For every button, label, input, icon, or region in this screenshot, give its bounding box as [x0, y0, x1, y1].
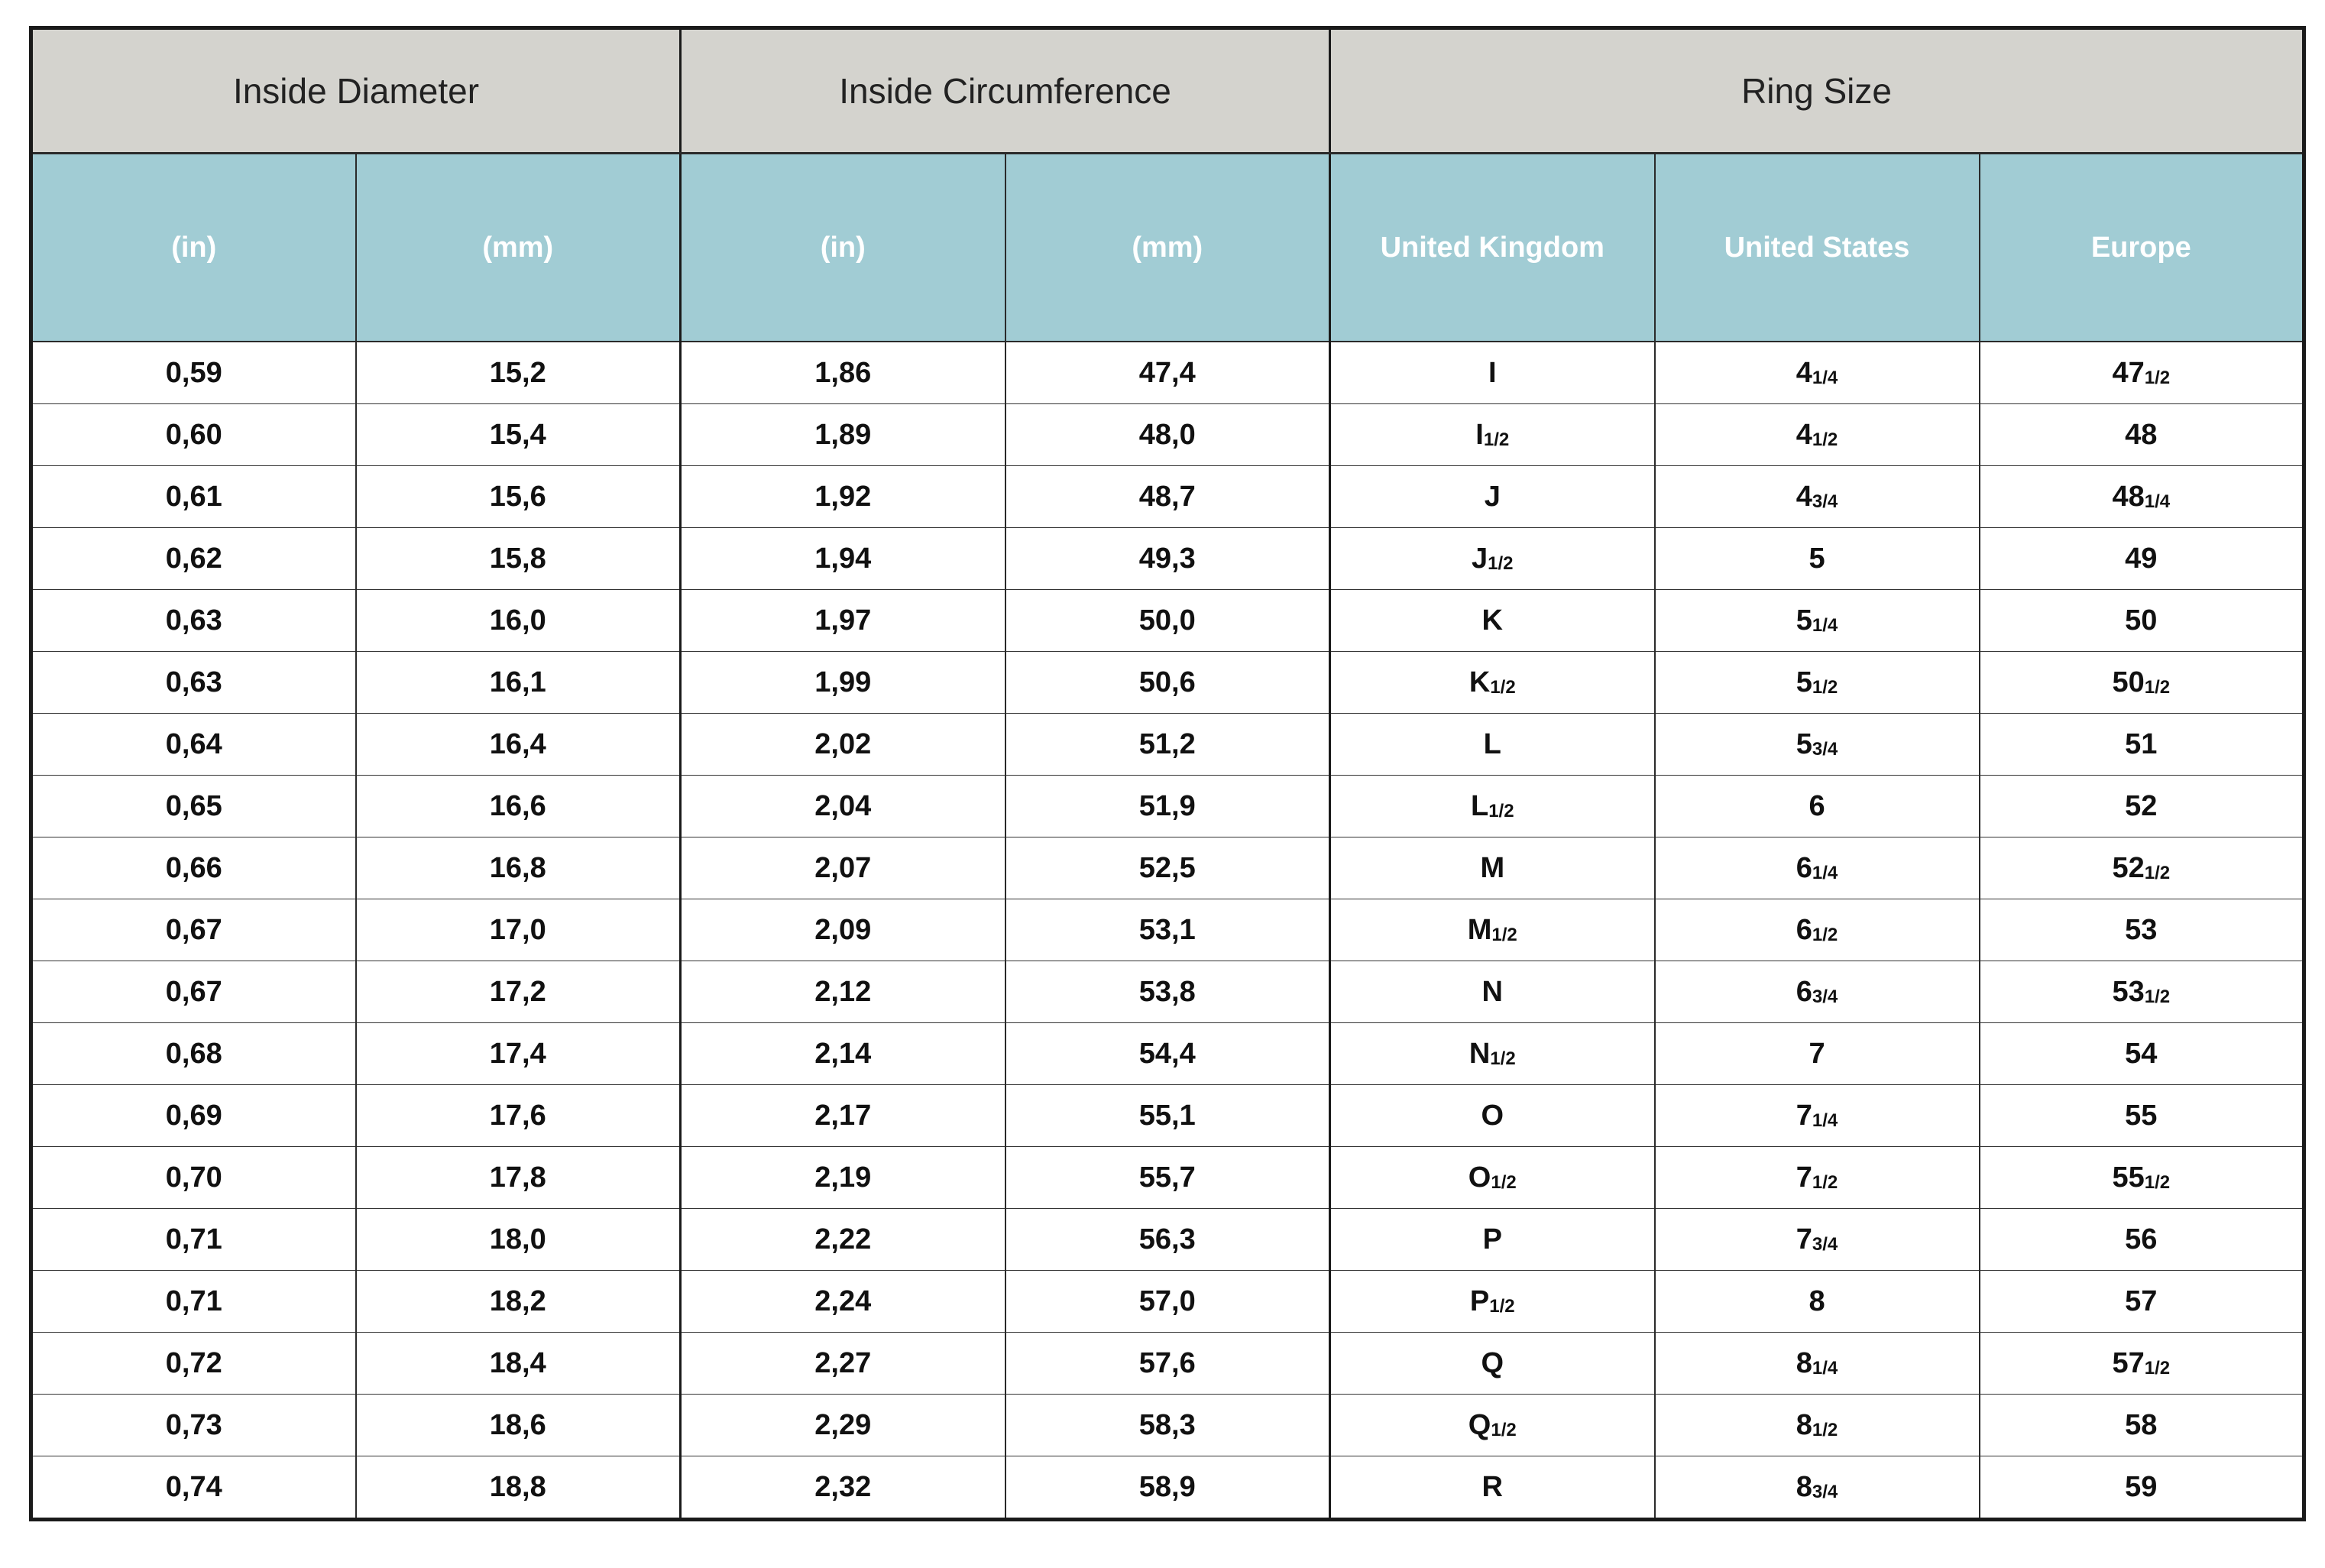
us-size-fraction: 1/2 — [1812, 429, 1838, 450]
diameter-mm-cell: 18,4 — [356, 1333, 681, 1395]
diameter-in-cell: 0,63 — [31, 652, 356, 714]
uk-size-value: Q — [1481, 1346, 1504, 1379]
uk-size-value: O — [1481, 1099, 1504, 1132]
uk-size-cell — [1330, 652, 1655, 714]
us-size-value: 4 — [1796, 418, 1812, 451]
uk-size-value: N — [1469, 1037, 1491, 1070]
eu-size-fraction: 1/2 — [2144, 1171, 2171, 1193]
uk-size-value: O — [1468, 1161, 1491, 1194]
uk-size-cell — [1330, 590, 1655, 652]
table-row — [31, 961, 2304, 1023]
diameter-mm-header: (mm) — [356, 154, 681, 342]
eu-size-value: 48 — [2125, 418, 2158, 451]
us-size-value: 5 — [1796, 727, 1812, 760]
unit-header-row — [31, 154, 2304, 342]
eu-size-fraction: 1/2 — [2144, 862, 2171, 883]
diameter-in-cell: 0,65 — [31, 776, 356, 837]
table-row — [31, 1023, 2304, 1085]
table-row — [31, 837, 2304, 899]
diameter-mm-cell: 18,6 — [356, 1395, 681, 1456]
diameter-mm-cell: 16,4 — [356, 714, 681, 776]
uk-size-cell — [1330, 899, 1655, 961]
diameter-in-cell: 0,63 — [31, 590, 356, 652]
us-size-value: 8 — [1796, 1346, 1812, 1379]
uk-size-cell — [1330, 1395, 1655, 1456]
eu-size-cell — [1980, 590, 2304, 652]
eu-size-value: 53 — [2125, 913, 2158, 946]
uk-size-fraction: 1/2 — [1491, 1419, 1517, 1440]
eu-size-cell — [1980, 1395, 2304, 1456]
circumference-mm-cell: 47,4 — [1005, 342, 1330, 404]
eu-size-value: 57 — [2112, 1346, 2145, 1379]
us-size-cell — [1655, 404, 1980, 466]
eu-size-fraction: 1/2 — [2144, 986, 2171, 1007]
eu-size-cell — [1980, 1023, 2304, 1085]
uk-size-fraction: 1/2 — [1491, 924, 1517, 945]
us-size-value: 5 — [1796, 604, 1812, 637]
diameter-in-cell: 0,74 — [31, 1456, 356, 1520]
circumference-mm-cell: 55,7 — [1005, 1147, 1330, 1209]
us-size-fraction: 1/2 — [1812, 1419, 1838, 1440]
eu-size-value: 59 — [2125, 1470, 2158, 1503]
circumference-mm-cell: 58,3 — [1005, 1395, 1330, 1456]
uk-size-value: Q — [1468, 1408, 1491, 1441]
us-size-value: 6 — [1796, 851, 1812, 884]
ring-size-header: Ring Size — [1330, 28, 2304, 154]
eu-size-fraction: 1/4 — [2144, 491, 2171, 512]
circumference-in-cell: 1,89 — [681, 404, 1005, 466]
eu-size-value: 57 — [2125, 1285, 2158, 1317]
circumference-in-cell: 1,92 — [681, 466, 1005, 528]
table-body — [31, 342, 2304, 1520]
us-size-cell — [1655, 342, 1980, 404]
us-size-fraction: 1/2 — [1812, 676, 1838, 698]
table-row — [31, 1209, 2304, 1271]
uk-size-value: P — [1482, 1223, 1502, 1255]
uk-size-value: K — [1469, 666, 1491, 698]
us-size-value: 6 — [1796, 975, 1812, 1008]
eu-size-fraction: 1/2 — [2144, 676, 2171, 698]
us-size-cell — [1655, 899, 1980, 961]
uk-size-value: J — [1484, 480, 1501, 513]
uk-size-value: M — [1467, 913, 1492, 946]
us-size-cell — [1655, 466, 1980, 528]
uk-size-value: R — [1481, 1470, 1503, 1503]
diameter-in-cell: 0,59 — [31, 342, 356, 404]
uk-size-cell — [1330, 1023, 1655, 1085]
uk-size-fraction: 1/2 — [1490, 676, 1516, 698]
table-row — [31, 342, 2304, 404]
diameter-mm-cell: 16,6 — [356, 776, 681, 837]
circumference-mm-cell: 56,3 — [1005, 1209, 1330, 1271]
us-size-cell — [1655, 714, 1980, 776]
diameter-mm-cell: 16,8 — [356, 837, 681, 899]
eu-size-value: 55 — [2112, 1161, 2145, 1194]
uk-size-cell — [1330, 1209, 1655, 1271]
us-size-fraction: 3/4 — [1812, 491, 1838, 512]
eu-size-value: 53 — [2112, 975, 2145, 1008]
circumference-mm-header: (mm) — [1005, 154, 1330, 342]
us-size-cell — [1655, 961, 1980, 1023]
uk-size-value: N — [1481, 975, 1503, 1008]
eu-size-cell — [1980, 1209, 2304, 1271]
us-size-fraction: 3/4 — [1812, 1233, 1838, 1255]
us-size-cell — [1655, 1147, 1980, 1209]
circumference-in-cell: 2,07 — [681, 837, 1005, 899]
group-header-row — [31, 28, 2304, 154]
us-size-cell — [1655, 1271, 1980, 1333]
uk-size-value: L — [1470, 789, 1489, 822]
us-size-value: 6 — [1809, 789, 1825, 822]
us-size-cell — [1655, 1209, 1980, 1271]
table-row — [31, 1395, 2304, 1456]
uk-size-cell — [1330, 528, 1655, 590]
us-size-value: 7 — [1796, 1223, 1812, 1255]
circumference-in-cell: 2,14 — [681, 1023, 1005, 1085]
us-size-fraction: 1/4 — [1812, 367, 1838, 388]
uk-size-fraction: 1/2 — [1488, 800, 1514, 821]
table-row — [31, 714, 2304, 776]
uk-size-value: I — [1475, 418, 1484, 451]
uk-size-cell — [1330, 714, 1655, 776]
uk-size-value: K — [1481, 604, 1503, 637]
uk-size-cell — [1330, 776, 1655, 837]
us-size-fraction: 1/4 — [1812, 1110, 1838, 1131]
united-states-header: United States — [1655, 154, 1980, 342]
us-size-cell — [1655, 776, 1980, 837]
eu-size-value: 52 — [2112, 851, 2145, 884]
circumference-mm-cell: 57,0 — [1005, 1271, 1330, 1333]
uk-size-cell — [1330, 837, 1655, 899]
circumference-mm-cell: 50,0 — [1005, 590, 1330, 652]
circumference-in-cell: 2,19 — [681, 1147, 1005, 1209]
diameter-in-cell: 0,73 — [31, 1395, 356, 1456]
uk-size-cell — [1330, 961, 1655, 1023]
circumference-in-cell: 2,09 — [681, 899, 1005, 961]
diameter-mm-cell: 18,8 — [356, 1456, 681, 1520]
diameter-in-cell: 0,64 — [31, 714, 356, 776]
us-size-value: 8 — [1796, 1408, 1812, 1441]
eu-size-cell — [1980, 1271, 2304, 1333]
us-size-fraction: 1/4 — [1812, 1357, 1838, 1378]
table-row — [31, 1085, 2304, 1147]
diameter-in-header: (in) — [31, 154, 356, 342]
uk-size-cell — [1330, 466, 1655, 528]
us-size-cell — [1655, 652, 1980, 714]
uk-size-cell — [1330, 1333, 1655, 1395]
circumference-in-cell: 2,12 — [681, 961, 1005, 1023]
eu-size-value: 48 — [2112, 480, 2145, 513]
us-size-fraction: 3/4 — [1812, 1481, 1838, 1502]
eu-size-cell — [1980, 837, 2304, 899]
us-size-cell — [1655, 1023, 1980, 1085]
table-row — [31, 1271, 2304, 1333]
us-size-value: 7 — [1796, 1161, 1812, 1194]
eu-size-value: 50 — [2112, 666, 2145, 698]
circumference-in-cell: 2,02 — [681, 714, 1005, 776]
diameter-in-cell: 0,61 — [31, 466, 356, 528]
eu-size-cell — [1980, 466, 2304, 528]
eu-size-value: 50 — [2125, 604, 2158, 637]
eu-size-cell — [1980, 961, 2304, 1023]
inside-circumference-header: Inside Circumference — [681, 28, 1330, 154]
us-size-value: 7 — [1796, 1099, 1812, 1132]
diameter-in-cell: 0,60 — [31, 404, 356, 466]
circumference-mm-cell: 48,7 — [1005, 466, 1330, 528]
circumference-mm-cell: 53,1 — [1005, 899, 1330, 961]
table-row — [31, 528, 2304, 590]
circumference-in-cell: 1,86 — [681, 342, 1005, 404]
uk-size-value: M — [1480, 851, 1505, 884]
table-row — [31, 1147, 2304, 1209]
eu-size-value: 58 — [2125, 1408, 2158, 1441]
circumference-in-cell: 1,97 — [681, 590, 1005, 652]
us-size-cell — [1655, 837, 1980, 899]
circumference-in-cell: 2,29 — [681, 1395, 1005, 1456]
eu-size-cell — [1980, 776, 2304, 837]
circumference-in-cell: 1,94 — [681, 528, 1005, 590]
uk-size-fraction: 1/2 — [1491, 1171, 1517, 1193]
uk-size-value: J — [1472, 542, 1488, 575]
circumference-in-cell: 1,99 — [681, 652, 1005, 714]
uk-size-value: I — [1488, 356, 1497, 389]
diameter-mm-cell: 17,6 — [356, 1085, 681, 1147]
us-size-fraction: 1/2 — [1812, 924, 1838, 945]
circumference-mm-cell: 58,9 — [1005, 1456, 1330, 1520]
uk-size-cell — [1330, 404, 1655, 466]
diameter-mm-cell: 17,8 — [356, 1147, 681, 1209]
diameter-in-cell: 0,68 — [31, 1023, 356, 1085]
us-size-cell — [1655, 1395, 1980, 1456]
circumference-in-cell: 2,04 — [681, 776, 1005, 837]
uk-size-value: L — [1483, 727, 1501, 760]
diameter-in-cell: 0,69 — [31, 1085, 356, 1147]
eu-size-cell — [1980, 1085, 2304, 1147]
us-size-value: 4 — [1796, 356, 1812, 389]
diameter-mm-cell: 15,2 — [356, 342, 681, 404]
diameter-in-cell: 0,71 — [31, 1271, 356, 1333]
ring-size-table — [29, 26, 2306, 1521]
circumference-mm-cell: 51,9 — [1005, 776, 1330, 837]
eu-size-value: 49 — [2125, 542, 2158, 575]
us-size-value: 5 — [1809, 542, 1825, 575]
circumference-in-cell: 2,32 — [681, 1456, 1005, 1520]
us-size-fraction: 3/4 — [1812, 986, 1838, 1007]
diameter-in-cell: 0,67 — [31, 899, 356, 961]
circumference-in-cell: 2,24 — [681, 1271, 1005, 1333]
circumference-in-cell: 2,17 — [681, 1085, 1005, 1147]
circumference-mm-cell: 48,0 — [1005, 404, 1330, 466]
diameter-mm-cell: 16,1 — [356, 652, 681, 714]
uk-size-cell — [1330, 1271, 1655, 1333]
us-size-value: 5 — [1796, 666, 1812, 698]
eu-size-value: 54 — [2125, 1037, 2158, 1070]
united-kingdom-header: United Kingdom — [1330, 154, 1655, 342]
uk-size-cell — [1330, 342, 1655, 404]
us-size-cell — [1655, 1085, 1980, 1147]
table-row — [31, 1456, 2304, 1520]
us-size-value: 8 — [1809, 1285, 1825, 1317]
eu-size-value: 47 — [2112, 356, 2145, 389]
uk-size-cell — [1330, 1085, 1655, 1147]
circumference-mm-cell: 54,4 — [1005, 1023, 1330, 1085]
eu-size-cell — [1980, 1147, 2304, 1209]
diameter-mm-cell: 17,4 — [356, 1023, 681, 1085]
uk-size-fraction: 1/2 — [1489, 1295, 1515, 1317]
eu-size-fraction: 1/2 — [2144, 1357, 2171, 1378]
eu-size-value: 55 — [2125, 1099, 2158, 1132]
diameter-in-cell: 0,72 — [31, 1333, 356, 1395]
eu-size-value: 56 — [2125, 1223, 2158, 1255]
diameter-mm-cell: 15,8 — [356, 528, 681, 590]
eu-size-cell — [1980, 899, 2304, 961]
eu-size-cell — [1980, 1333, 2304, 1395]
us-size-value: 4 — [1796, 480, 1812, 513]
us-size-cell — [1655, 1456, 1980, 1520]
eu-size-cell — [1980, 652, 2304, 714]
inside-diameter-header: Inside Diameter — [31, 28, 681, 154]
diameter-mm-cell: 17,0 — [356, 899, 681, 961]
eu-size-cell — [1980, 1456, 2304, 1520]
diameter-in-cell: 0,71 — [31, 1209, 356, 1271]
table-row — [31, 899, 2304, 961]
diameter-mm-cell: 18,2 — [356, 1271, 681, 1333]
us-size-fraction: 1/2 — [1812, 1171, 1838, 1193]
diameter-in-cell: 0,70 — [31, 1147, 356, 1209]
circumference-mm-cell: 53,8 — [1005, 961, 1330, 1023]
uk-size-fraction: 1/2 — [1483, 429, 1510, 450]
uk-size-cell — [1330, 1456, 1655, 1520]
us-size-cell — [1655, 1333, 1980, 1395]
us-size-fraction: 1/4 — [1812, 614, 1838, 636]
circumference-in-header: (in) — [681, 154, 1005, 342]
circumference-mm-cell: 52,5 — [1005, 837, 1330, 899]
diameter-in-cell: 0,66 — [31, 837, 356, 899]
table-row — [31, 652, 2304, 714]
diameter-in-cell: 0,67 — [31, 961, 356, 1023]
table-row — [31, 590, 2304, 652]
circumference-in-cell: 2,22 — [681, 1209, 1005, 1271]
uk-size-cell — [1330, 1147, 1655, 1209]
europe-header: Europe — [1980, 154, 2304, 342]
us-size-value: 7 — [1809, 1037, 1825, 1070]
diameter-mm-cell: 16,0 — [356, 590, 681, 652]
eu-size-fraction: 1/2 — [2144, 367, 2171, 388]
us-size-value: 8 — [1796, 1470, 1812, 1503]
us-size-value: 6 — [1796, 913, 1812, 946]
us-size-fraction: 1/4 — [1812, 862, 1838, 883]
circumference-in-cell: 2,27 — [681, 1333, 1005, 1395]
uk-size-fraction: 1/2 — [1490, 1048, 1516, 1069]
eu-size-cell — [1980, 714, 2304, 776]
eu-size-cell — [1980, 404, 2304, 466]
table-row — [31, 466, 2304, 528]
eu-size-cell — [1980, 528, 2304, 590]
us-size-cell — [1655, 528, 1980, 590]
diameter-in-cell: 0,62 — [31, 528, 356, 590]
eu-size-value: 51 — [2125, 727, 2158, 760]
table-row — [31, 776, 2304, 837]
table-row — [31, 404, 2304, 466]
circumference-mm-cell: 50,6 — [1005, 652, 1330, 714]
circumference-mm-cell: 49,3 — [1005, 528, 1330, 590]
diameter-mm-cell: 15,4 — [356, 404, 681, 466]
uk-size-value: P — [1469, 1285, 1490, 1317]
eu-size-cell — [1980, 342, 2304, 404]
us-size-fraction: 3/4 — [1812, 738, 1838, 760]
diameter-mm-cell: 18,0 — [356, 1209, 681, 1271]
diameter-mm-cell: 15,6 — [356, 466, 681, 528]
circumference-mm-cell: 57,6 — [1005, 1333, 1330, 1395]
uk-size-fraction: 1/2 — [1488, 552, 1514, 574]
circumference-mm-cell: 55,1 — [1005, 1085, 1330, 1147]
diameter-mm-cell: 17,2 — [356, 961, 681, 1023]
us-size-cell — [1655, 590, 1980, 652]
circumference-mm-cell: 51,2 — [1005, 714, 1330, 776]
eu-size-value: 52 — [2125, 789, 2158, 822]
table-row — [31, 1333, 2304, 1395]
